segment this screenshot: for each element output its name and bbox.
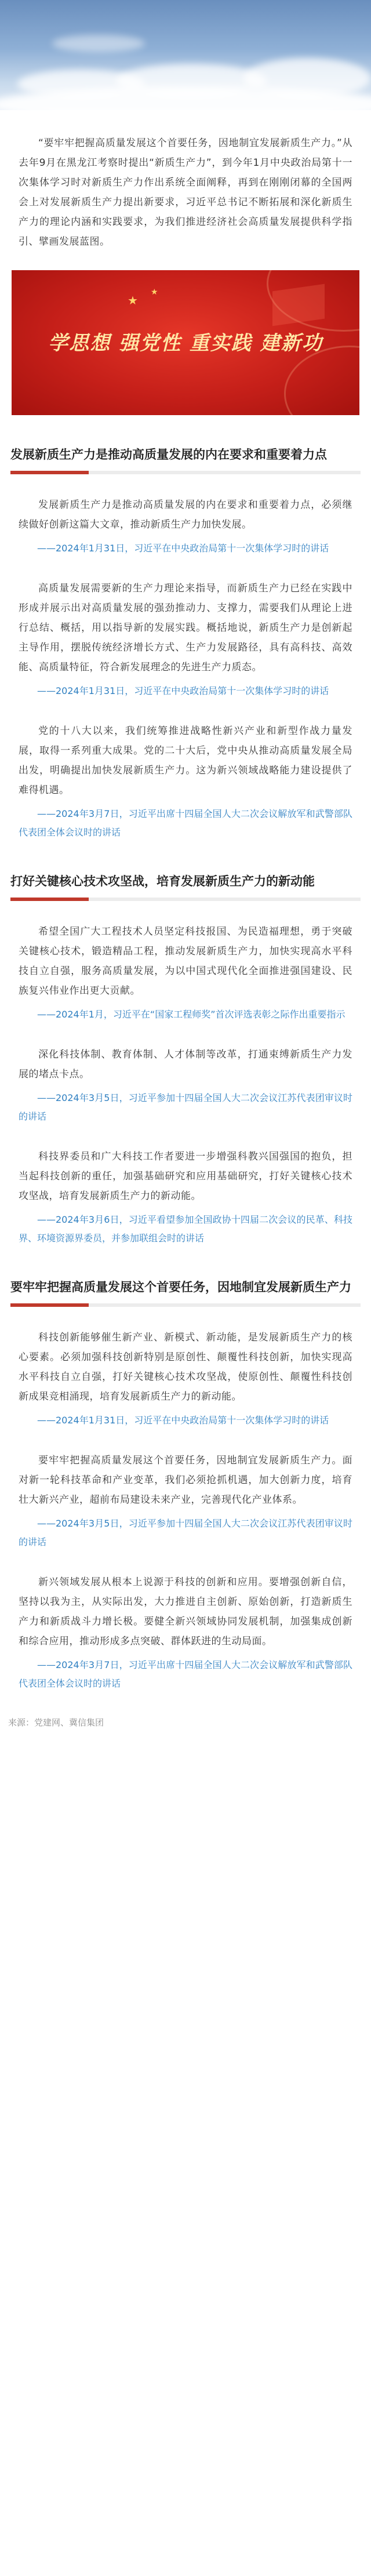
quote-citation: ——2024年3月6日，习近平看望参加全国政协十四届二次会议的民革、科技界、环境资源界委员，并参加联组会时的讲话	[19, 1214, 352, 1244]
quote-item	[0, 495, 371, 558]
quote-item	[0, 1572, 371, 1693]
quote-text: 发展新质生产力是推动高质量发展的内在要求和重要着力点，必须继续做好创新这篇大文章，推动新质生产力加快发展。	[19, 499, 352, 531]
quote-citation: ——2024年3月5日，习近平参加十四届全国人大二次会议江苏代表团审议时的讲话	[19, 1092, 352, 1122]
section-heading-3	[0, 1276, 371, 1307]
section-heading-1	[0, 443, 371, 474]
quote-citation: ——2024年1月31日，习近平在中央政治局第十一次集体学习时的讲话	[37, 543, 329, 554]
quote-text: 科技界委员和广大科技工作者要进一步增强科教兴国强国的抱负，担当起科技创新的重任，加强基础研究和应用基础研究，打好关键核心技术攻坚战，培育发展新质生产力的新动能。	[19, 1151, 352, 1202]
intro-paragraph: “要牢牢把握高质量发展这个首要任务，因地制宜发展新质生产力。”从去年9月在黑龙江考察时提出“新质生产力”，到今年1月中央政治局第十一次集体学习时对新质生产力作出系统全面阐释，再到在刚刚闭幕的全国两会上对发展新质生产力提出新要求，习近平总书记不断拓展和深化新质生产力的理论内涵和实践要求，为我们推进经济社会高质量发展提供科学指引、擘画发展蓝图。	[19, 137, 352, 248]
section-title: 打好关键核心技术攻坚战，培育发展新质生产力的新动能	[10, 874, 315, 888]
section-title: 要牢牢把握高质量发展这个首要任务，因地制宜发展新质生产力	[10, 1280, 351, 1294]
quote-item	[0, 1045, 371, 1126]
quote-citation: ——2024年1月31日，习近平在中央政治局第十一次集体学习时的讲话	[37, 1415, 329, 1426]
quote-citation: ——2024年3月5日，习近平参加十四届全国人大二次会议江苏代表团审议时的讲话	[19, 1518, 352, 1547]
quote-text: 高质量发展需要新的生产力理论来指导，而新质生产力已经在实践中形成并展示出对高质量发展的强劲推动力、支撑力，需要我们从理论上进行总结、概括，用以指导新的发展实践。概括地说，新质生产力是创新起主导作用，摆脱传统经济增长方式、生产力发展路径，具有高科技、高效能、高质量特征，符合新发展理念的先进生产力质态。	[19, 583, 352, 673]
quote-item	[0, 579, 371, 700]
quote-text: 深化科技体制、教育体制、人才体制等改革，打通束缚新质生产力发展的堵点卡点。	[19, 1049, 352, 1080]
hero-sky-banner	[0, 0, 371, 110]
slogan-text: 学思想 强党性 重实践 建新功	[48, 332, 323, 355]
star-icon: ★	[128, 293, 138, 307]
quote-text: 要牢牢把握高质量发展这个首要任务，因地制宜发展新质生产力。面对新一轮科技革命和产业变革，我们必须抢抓机遇，加大创新力度，培育壮大新兴产业，超前布局建设未来产业，完善现代化产业体系。	[19, 1455, 352, 1506]
slogan-banner	[12, 270, 359, 415]
quote-citation: ——2024年3月7日，习近平出席十四届全国人大二次会议解放军和武警部队代表团全体会议时的讲话	[19, 808, 352, 838]
section-heading-2	[0, 870, 371, 901]
quote-citation: ——2024年3月7日，习近平出席十四届全国人大二次会议解放军和武警部队代表团全体会议时的讲话	[19, 1659, 352, 1689]
quote-text: 希望全国广大工程技术人员坚定科技报国、为民造福理想，勇于突破关键核心技术，锻造精品工程，推动发展新质生产力，加快实现高水平科技自立自强，服务高质量发展，为以中国式现代化全面推进强国建设、民族复兴伟业作出更大贡献。	[19, 926, 352, 997]
quote-item	[0, 1328, 371, 1430]
quote-text: 党的十八大以来，我们统筹推进战略性新兴产业和新型作战力量发展，取得一系列重大成果。党的二十大后，党中央从推动高质量发展全局出发，明确提出加快发展新质生产力。这为新兴领域战略能力建设提供了难得机遇。	[19, 725, 352, 796]
star-icon: ★	[151, 288, 158, 297]
section-title: 发展新质生产力是推动高质量发展的内在要求和重要着力点	[10, 448, 327, 462]
quote-text: 新兴领域发展从根本上说源于科技的创新和应用。要增强创新自信，坚持以我为主，从实际出发，大力推进自主创新、原始创新，打造新质生产力和新质战斗力增长极。要健全新兴领域协同发展机制，加强集成创新和综合应用，推动形成多点突破、群体跃进的生动局面。	[19, 1576, 352, 1647]
quote-citation: ——2024年1月31日，习近平在中央政治局第十一次集体学习时的讲话	[37, 685, 329, 696]
article-source: 来源：党建网、冀信集团	[8, 1717, 104, 1728]
quote-item	[0, 1451, 371, 1552]
quote-citation: ——2024年1月，习近平在“国家工程师奖”首次评选表彰之际作出重要指示	[37, 1009, 345, 1020]
quote-text: 科技创新能够催生新产业、新模式、新动能，是发展新质生产力的核心要素。必须加强科技创新特别是原创性、颠覆性科技创新，加快实现高水平科技自立自强，打好关键核心技术攻坚战，使原创性、颠覆性科技创新成果竞相涌现，培育发展新质生产力的新动能。	[19, 1332, 352, 1403]
quote-item	[0, 721, 371, 842]
quote-item	[0, 1147, 371, 1248]
quote-item	[0, 922, 371, 1024]
